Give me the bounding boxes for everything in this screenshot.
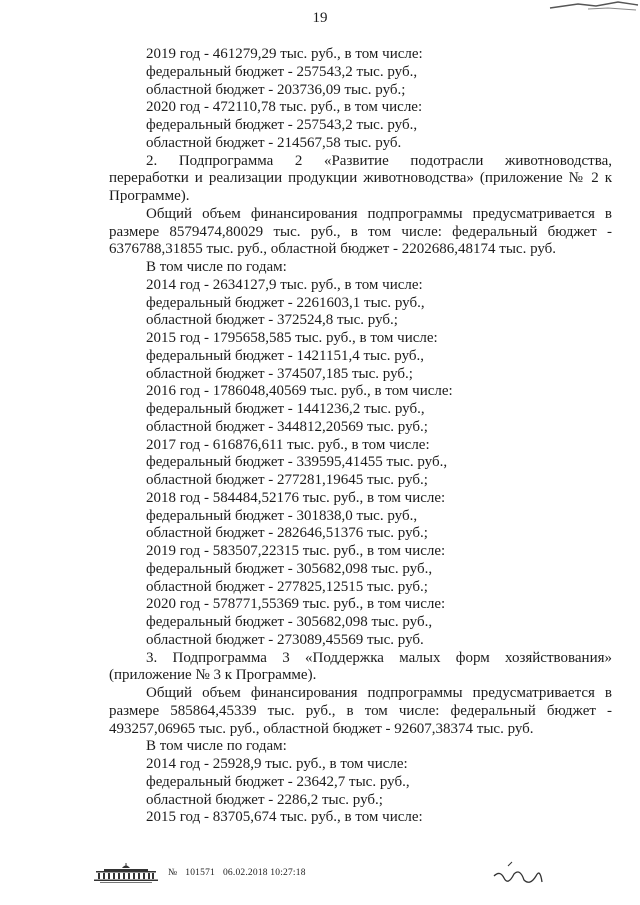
year-line: 2016 год - 1786048,40569 тыс. руб., в том числе: xyxy=(146,383,453,400)
regional-line: областной бюджет - 372524,8 тыс. руб.; xyxy=(146,312,398,329)
federal-line: федеральный бюджет - 1441236,2 тыс. руб., xyxy=(146,401,425,417)
federal-line: федеральный бюджет - 23642,7 тыс. руб., xyxy=(146,773,410,790)
doc-datetime: 06.02.2018 10:27:18 xyxy=(222,868,306,878)
by-years-label: В том числе по годам: xyxy=(146,738,287,755)
handwritten-signature xyxy=(490,856,546,892)
federal-line: федеральный бюджет - 1421151,4 тыс. руб., xyxy=(146,347,425,364)
federal-line: федеральный бюджет - 305682,098 тыс. руб., xyxy=(146,614,433,630)
federal-line: федеральный бюджет - 301838,0 тыс. руб., xyxy=(146,507,418,524)
subprogram-2-heading-end: Программе). xyxy=(109,188,190,204)
page-number: 19 xyxy=(312,10,328,26)
regional-line: областной бюджет - 374507,185 тыс. руб.; xyxy=(146,365,413,382)
year-line: 2020 год - 578771,55369 тыс. руб., в том числе: xyxy=(146,596,446,613)
subprogram-3-heading-end: (приложение № 3 к Программе). xyxy=(109,667,317,684)
year-line: 2014 год - 25928,9 тыс. руб., в том числе: xyxy=(146,756,408,772)
federal-line: федеральный бюджет - 305682,098 тыс. руб., xyxy=(146,560,433,577)
subprogram-3-financing: Общий объем финансирования подпрограммы предусматривается в xyxy=(146,685,612,701)
regional-line: областной бюджет - 277281,19645 тыс. руб.; xyxy=(146,472,428,488)
subprogram-2-heading-cont: переработки и реализации продукции животноводства» (приложение № 2 к xyxy=(109,170,612,187)
text-line: областной бюджет - 214567,58 тыс. руб. xyxy=(146,134,402,151)
year-line: 2015 год - 1795658,585 тыс. руб., в том числе: xyxy=(146,330,438,346)
document-footer xyxy=(92,862,306,884)
subprogram-2-financing-cont: размере 8579474,80029 тыс. руб., в том числе: федеральный бюджет - xyxy=(109,223,612,240)
federal-line: федеральный бюджет - 339595,41455 тыс. руб., xyxy=(146,454,448,471)
regional-line: областной бюджет - 277825,12515 тыс. руб.; xyxy=(146,578,428,595)
year-line: 2019 год - 583507,22315 тыс. руб., в том числе: xyxy=(146,543,446,559)
regional-line: областной бюджет - 282646,51376 тыс. руб.; xyxy=(146,525,428,542)
subprogram-2-financing-end: 6376788,31855 тыс. руб., областной бюджет - 2202686,48174 тыс. руб. xyxy=(109,241,557,258)
text-line: 2020 год - 472110,78 тыс. руб., в том числе: xyxy=(146,99,423,116)
text-line: федеральный бюджет - 257543,2 тыс. руб., xyxy=(146,117,418,133)
text-line: 2019 год - 461279,29 тыс. руб., в том числе: xyxy=(146,46,423,62)
regional-line: областной бюджет - 2286,2 тыс. руб.; xyxy=(146,791,383,808)
year-line: 2017 год - 616876,611 тыс. руб., в том числе: xyxy=(146,436,430,453)
year-line: 2018 год - 584484,52176 тыс. руб., в том числе: xyxy=(146,489,446,506)
subprogram-3-heading: 3. Подпрограмма 3 «Поддержка малых форм хозяйствования» xyxy=(146,649,612,666)
doc-number: 101571 xyxy=(185,868,215,878)
document-body xyxy=(109,46,612,827)
regional-line: областной бюджет - 273089,45569 тыс. руб. xyxy=(146,631,424,648)
number-sign: № xyxy=(168,868,178,878)
regional-line: областной бюджет - 344812,20569 тыс. руб.; xyxy=(146,418,428,435)
year-line: 2014 год - 2634127,9 тыс. руб., в том числе: xyxy=(146,276,423,293)
subprogram-2-financing: Общий объем финансирования подпрограммы предусматривается в xyxy=(146,205,612,222)
subprogram-3-financing-end: 493257,06965 тыс. руб., областной бюджет - 92607,38374 тыс. руб. xyxy=(109,720,534,737)
subprogram-3-financing-cont: размере 585864,45339 тыс. руб., в том числе: федеральный бюджет - xyxy=(109,702,612,719)
year-line: 2015 год - 83705,674 тыс. руб., в том числе: xyxy=(146,809,423,826)
federal-line: федеральный бюджет - 2261603,1 тыс. руб., xyxy=(146,294,425,311)
government-building-logo-icon xyxy=(92,862,160,884)
text-line: федеральный бюджет - 257543,2 тыс. руб., xyxy=(146,63,418,80)
by-years-label: В том числе по годам: xyxy=(146,259,287,275)
subprogram-2-heading: 2. Подпрограмма 2 «Развитие подотрасли животноводства, xyxy=(146,152,612,169)
text-line: областной бюджет - 203736,09 тыс. руб.; xyxy=(146,81,406,98)
